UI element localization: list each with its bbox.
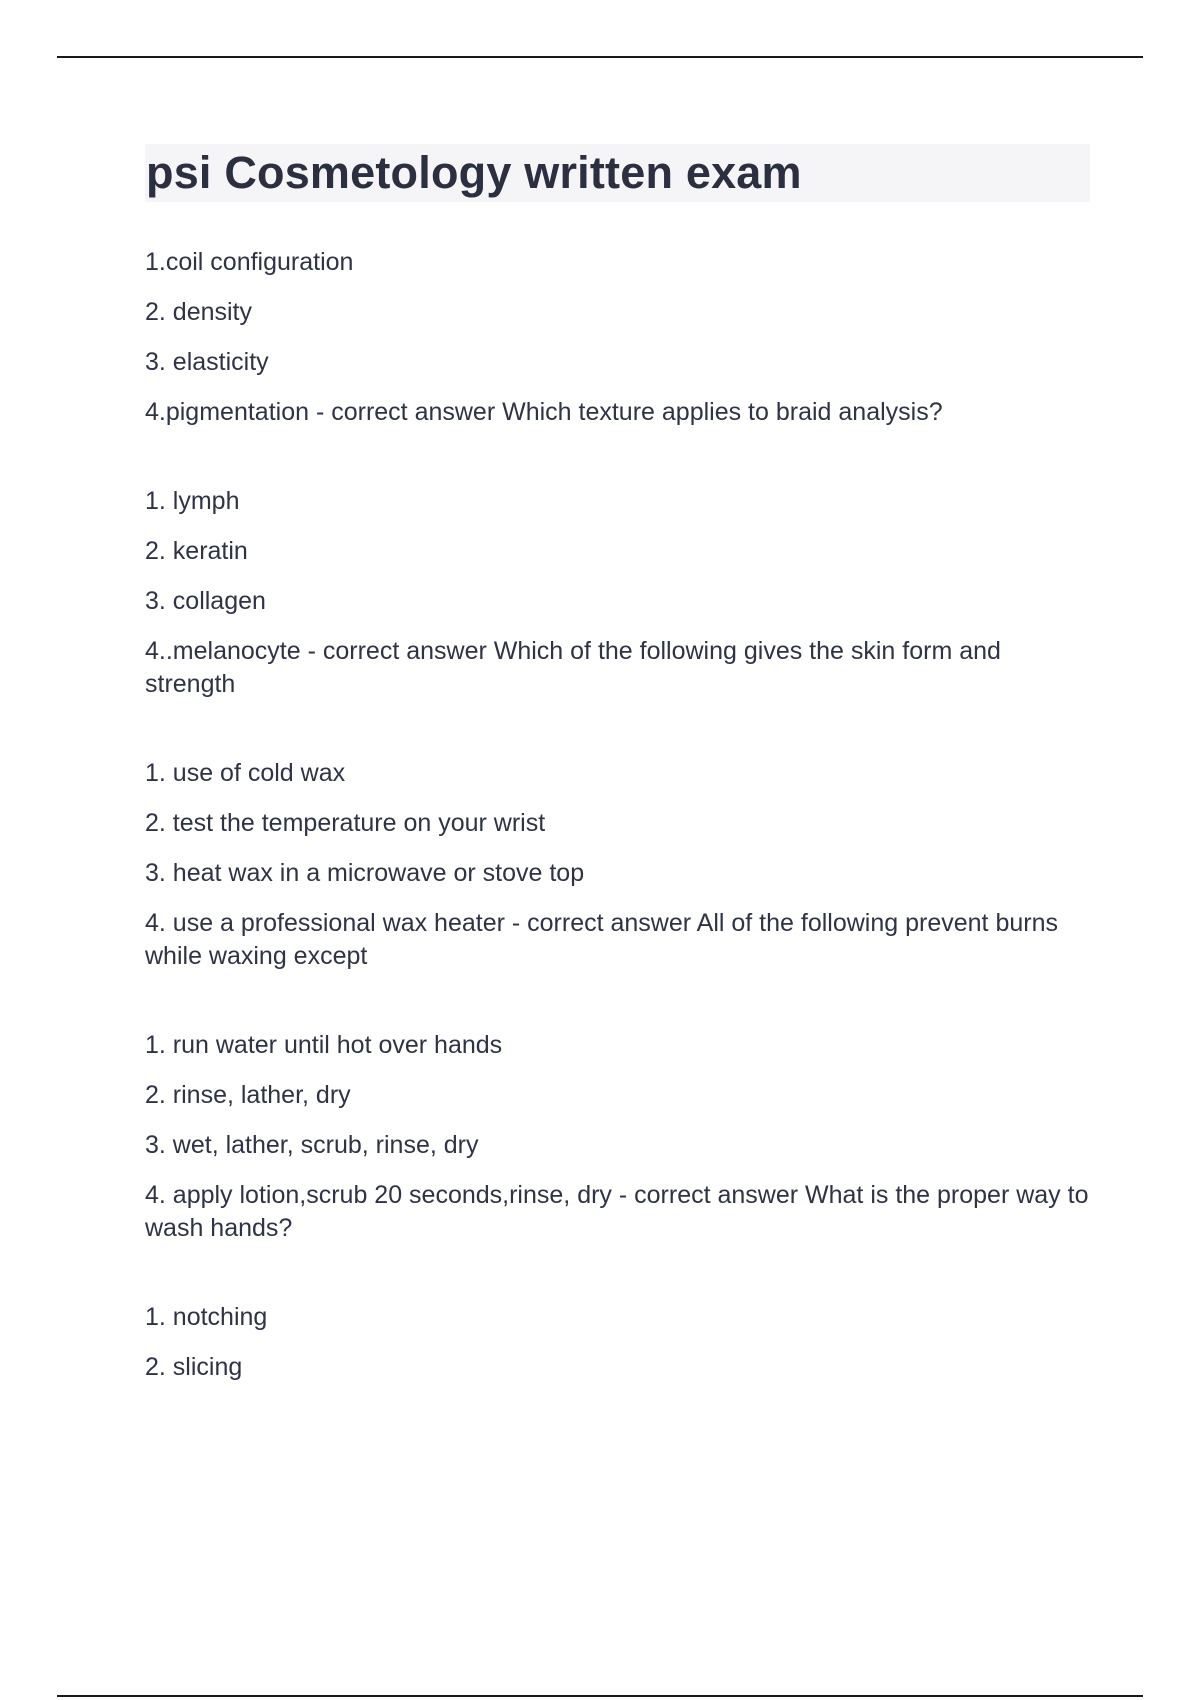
- option-line: 2. keratin: [145, 537, 248, 565]
- question-block-4: [145, 1029, 1090, 1245]
- option-line: 1. run water until hot over hands: [145, 1031, 503, 1059]
- document-body: [145, 144, 1090, 1384]
- option-line-answer: 4. use a professional wax heater - correct answer All of the following prevent burns while waxing except: [145, 909, 1058, 970]
- option-line: 2. slicing: [145, 1353, 243, 1381]
- question-block-2: [145, 485, 1090, 701]
- option-line: 1. lymph: [145, 487, 240, 515]
- question-block-5: [145, 1301, 1090, 1384]
- option-line: 3. elasticity: [145, 348, 269, 376]
- header-rule: [57, 56, 1143, 58]
- question-block-3: [145, 757, 1090, 973]
- document-title: psi Cosmetology written exam: [146, 147, 802, 198]
- option-line: 2. density: [145, 298, 253, 326]
- option-line: 2. test the temperature on your wrist: [145, 809, 546, 837]
- option-line-answer: 4. apply lotion,scrub 20 seconds,rinse, dry - correct answer What is the proper way to wash hands?: [145, 1181, 1089, 1242]
- option-line: 1. use of cold wax: [145, 759, 346, 787]
- option-line: 2. rinse, lather, dry: [145, 1081, 351, 1109]
- option-line: 3. collagen: [145, 587, 266, 615]
- option-line: 3. heat wax in a microwave or stove top: [145, 859, 585, 887]
- title-band: [145, 144, 1090, 202]
- option-line-answer: 4.pigmentation - correct answer Which texture applies to braid analysis?: [145, 398, 943, 426]
- option-line-answer: 4..melanocyte - correct answer Which of the following gives the skin form and strength: [145, 637, 1001, 698]
- option-line: 1. notching: [145, 1303, 268, 1331]
- option-line: 3. wet, lather, scrub, rinse, dry: [145, 1131, 479, 1159]
- question-block-1: [145, 246, 1090, 429]
- option-line: 1.coil configuration: [145, 248, 354, 276]
- footer-rule: [57, 1695, 1143, 1697]
